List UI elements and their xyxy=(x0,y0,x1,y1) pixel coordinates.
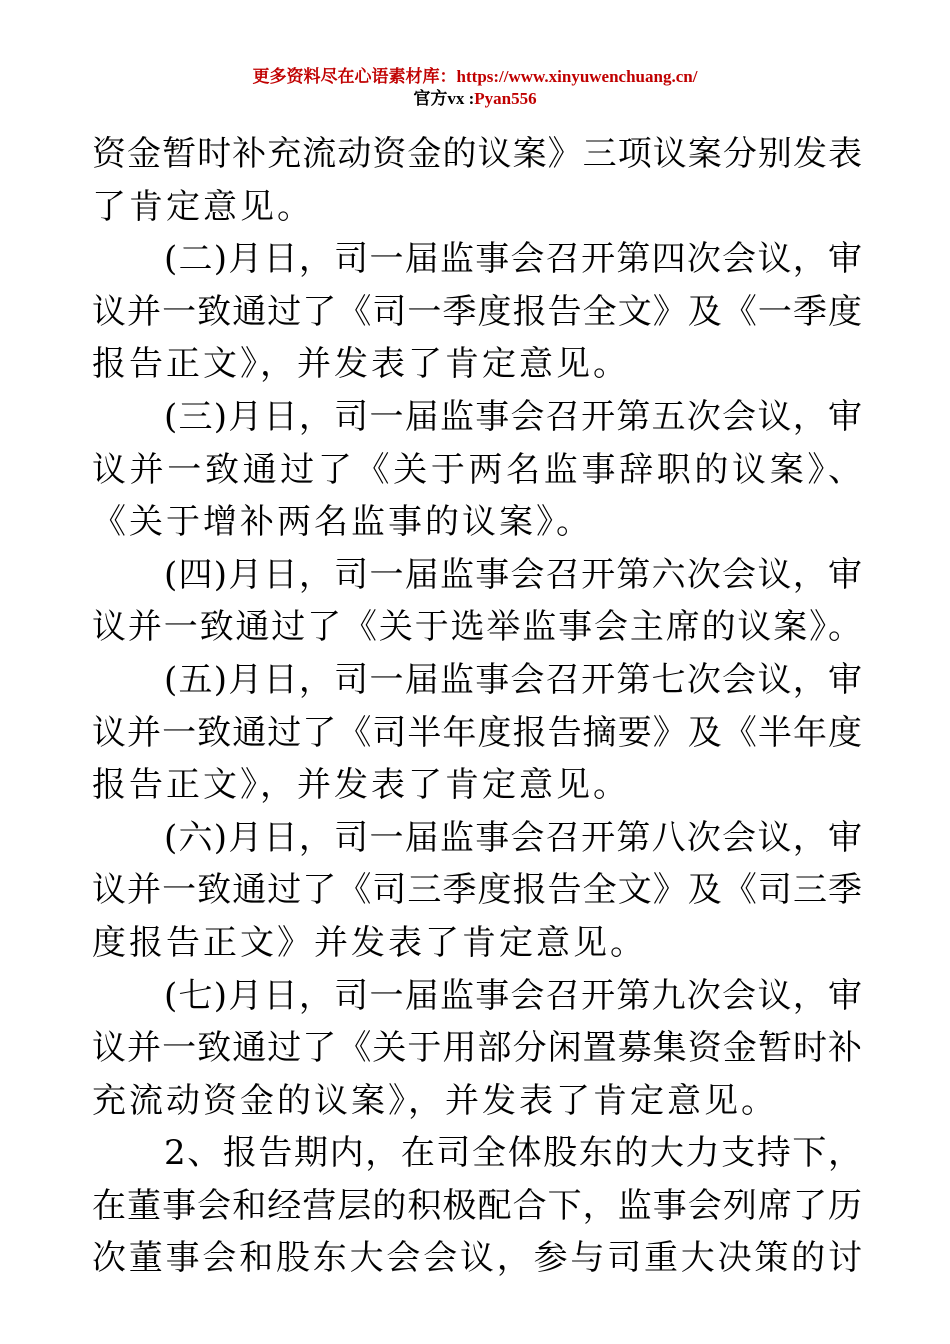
watermark-header xyxy=(0,66,950,110)
text-line: 议并一致通过了《关于用部分闲置募集资金暂时补 xyxy=(92,1028,862,1069)
text-line: 议并一致通过了《司一季度报告全文》及《一季度 xyxy=(92,291,862,332)
text-line: 议并一致通过了《关于两名监事辞职的议案》、 xyxy=(92,449,862,490)
text-line: (五)月日，司一届监事会召开第七次会议，审 xyxy=(164,659,862,700)
header-promo-text: 更多资料尽在心语素材库：https://www.xinyuwenchuang.cn/ xyxy=(252,67,698,86)
text-line: 议并一致通过了《司半年度报告摘要》及《半年度 xyxy=(92,712,862,753)
text-line: 度报告正文》并发表了肯定意见。 xyxy=(92,922,647,963)
header-account-id: Pyan556 xyxy=(474,89,537,108)
text-line: (七)月日，司一届监事会召开第九次会议，审 xyxy=(164,975,862,1016)
text-line: 议并一致通过了《司三季度报告全文》及《司三季 xyxy=(92,870,862,911)
text-line: 充流动资金的议案》，并发表了肯定意见。 xyxy=(92,1080,778,1121)
text-line: 次董事会和股东大会会议，参与司重大决策的讨 xyxy=(92,1238,862,1279)
text-line: 报告正文》，并发表了肯定意见。 xyxy=(92,765,630,806)
text-line: (六)月日，司一届监事会召开第八次会议，审 xyxy=(164,817,862,858)
text-line: 《关于增补两名监事的议案》。 xyxy=(92,502,593,543)
text-line: 报告正文》，并发表了肯定意见。 xyxy=(92,344,630,385)
text-line: 了肯定意见。 xyxy=(92,186,314,227)
text-line: (三)月日，司一届监事会召开第五次会议，审 xyxy=(164,396,862,437)
header-account-prefix: 官方vx : xyxy=(413,89,475,108)
text-line: 2、报告期内，在司全体股东的大力支持下， xyxy=(164,1133,862,1174)
text-line: 议并一致通过了《关于选举监事会主席的议案》。 xyxy=(92,607,862,648)
document-body xyxy=(92,128,862,1285)
text-line: (二)月日，司一届监事会召开第四次会议，审 xyxy=(164,239,862,280)
text-line: 资金暂时补充流动资金的议案》三项议案分别发表 xyxy=(92,134,862,174)
text-line: 在董事会和经营层的积极配合下，监事会列席了历 xyxy=(92,1185,862,1226)
text-line: (四)月日，司一届监事会召开第六次会议，审 xyxy=(164,554,862,595)
header-account-line xyxy=(0,88,950,110)
